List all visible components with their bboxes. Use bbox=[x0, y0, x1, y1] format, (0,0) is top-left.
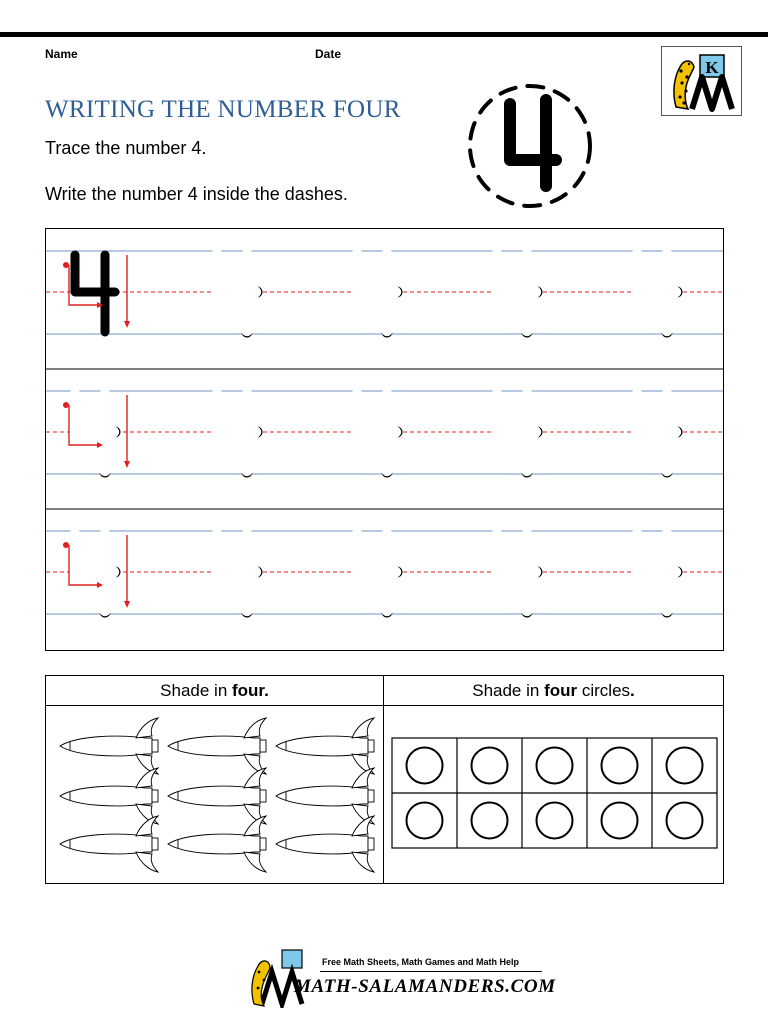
footer-tagline: Free Math Sheets, Math Games and Math Help bbox=[322, 957, 520, 967]
shade-rockets-header: Shade in four. bbox=[160, 681, 269, 700]
circle-grid bbox=[384, 706, 723, 883]
salamander-logo bbox=[661, 46, 742, 116]
dashed-digit-four[interactable] bbox=[217, 395, 257, 472]
instruction-trace: Trace the number 4. bbox=[45, 138, 207, 158]
shade-circle[interactable] bbox=[602, 803, 638, 839]
tracing-rows bbox=[46, 229, 723, 650]
shade-circle[interactable] bbox=[407, 803, 443, 839]
shade-circles-header: Shade in four circles. bbox=[472, 681, 635, 700]
instruction-write: Write the number 4 inside the dashes. bbox=[45, 184, 348, 204]
name-label: Name bbox=[45, 47, 78, 61]
date-label: Date bbox=[315, 47, 342, 61]
digit-badge bbox=[464, 80, 596, 217]
rocket[interactable] bbox=[168, 768, 266, 824]
dashed-digit-four[interactable] bbox=[637, 255, 677, 332]
dashed-digit-four[interactable] bbox=[357, 395, 397, 472]
rocket[interactable] bbox=[276, 816, 374, 872]
logo-letter: K bbox=[705, 58, 719, 77]
rocket[interactable] bbox=[168, 816, 266, 872]
shade-circle[interactable] bbox=[537, 748, 573, 784]
dashed-digit-four[interactable] bbox=[217, 535, 257, 612]
shade-circle[interactable] bbox=[602, 748, 638, 784]
dashed-digit-four[interactable] bbox=[75, 535, 115, 612]
shade-circle[interactable] bbox=[667, 748, 703, 784]
rocket[interactable] bbox=[276, 718, 374, 774]
rocket[interactable] bbox=[60, 816, 158, 872]
rocket-grid bbox=[46, 706, 383, 883]
footer-rule bbox=[320, 971, 542, 972]
solid-digit-four[interactable] bbox=[75, 255, 115, 332]
dashed-digit-four[interactable] bbox=[217, 255, 257, 332]
rocket[interactable] bbox=[60, 718, 158, 774]
shade-circle[interactable] bbox=[667, 803, 703, 839]
dashed-digit-four[interactable] bbox=[497, 255, 537, 332]
shade-circle[interactable] bbox=[537, 803, 573, 839]
shading-activity-table bbox=[45, 675, 724, 884]
dashed-digit-four[interactable] bbox=[637, 535, 677, 612]
shade-circle[interactable] bbox=[472, 748, 508, 784]
dashed-digit-four[interactable] bbox=[357, 255, 397, 332]
worksheet-title: WRITING THE NUMBER FOUR bbox=[45, 96, 401, 123]
dashed-digit-four[interactable] bbox=[497, 395, 537, 472]
rocket[interactable] bbox=[60, 768, 158, 824]
tracing-area bbox=[45, 228, 724, 651]
dashed-digit-four[interactable] bbox=[75, 395, 115, 472]
shade-circle[interactable] bbox=[472, 803, 508, 839]
dashed-digit-four[interactable] bbox=[637, 395, 677, 472]
shade-circle[interactable] bbox=[407, 748, 443, 784]
dashed-digit-four[interactable] bbox=[497, 535, 537, 612]
rocket[interactable] bbox=[276, 768, 374, 824]
top-rule bbox=[0, 32, 768, 37]
rocket[interactable] bbox=[168, 718, 266, 774]
dashed-digit-four[interactable] bbox=[357, 535, 397, 612]
footer-brand: MATH-SALAMANDERS.COM bbox=[294, 976, 556, 997]
